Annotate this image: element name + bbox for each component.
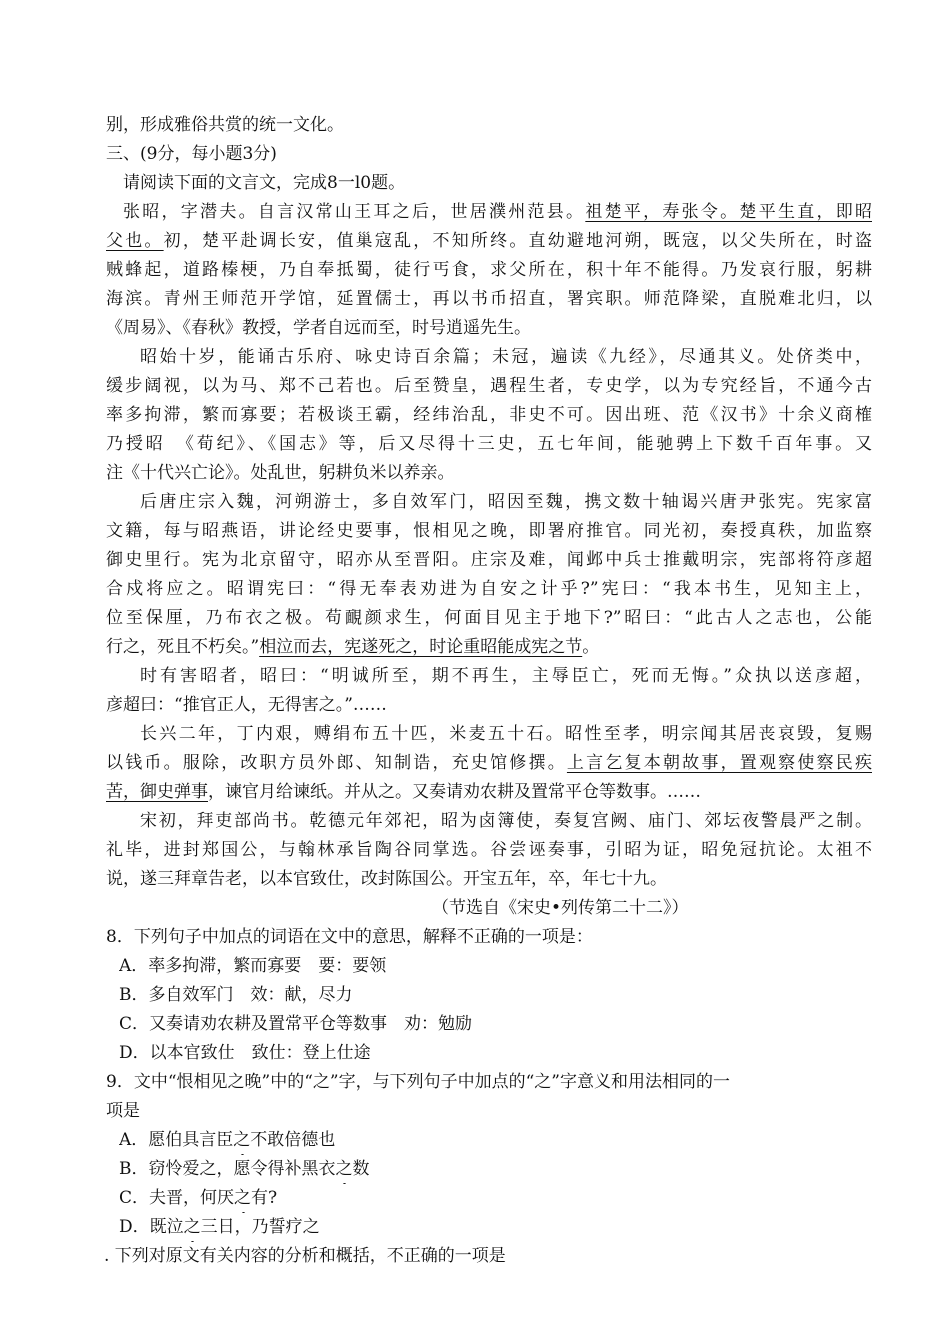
- passage-text: 以钱币。服除，改职方员外郎、知制诰，充史馆修撰。: [106, 753, 567, 773]
- passage-line: [106, 633, 872, 662]
- passage-line: 《周易》、《春秋》教授，学者自远而至，时号逍遥先生。: [106, 318, 531, 338]
- q8-option-a: A．率多拘滞，繁而寡要 要：要领: [119, 956, 387, 976]
- question-9-cont: 项是: [106, 1101, 140, 1121]
- option-text: 有?: [251, 1188, 278, 1208]
- underlined-sentence: 上言乞复本朝故事，置观察使察民疾: [566, 753, 872, 773]
- passage-line: [106, 749, 872, 778]
- passage-text: 行之，死且不朽矣。”: [106, 637, 260, 657]
- passage-line: 注《十代兴亡论》。处乱世，躬耕负米以养亲。: [106, 463, 455, 483]
- section-heading: 三、(9分，每小题3分): [106, 144, 277, 164]
- option-text: 三日，乃誓疗之: [200, 1217, 320, 1237]
- passage-line: 长兴二年，丁内艰，赙绢布五十匹，米麦五十石。昭性至孝，明宗闻其居丧哀毁，复赐: [140, 724, 872, 744]
- option-text: B．窃怜爱之，愿令得补黑衣: [119, 1159, 336, 1179]
- q8-option-b: B．多自效军门 效：献，尽力: [119, 985, 353, 1005]
- passage-line: 合戍将应之。昭谓宪曰：“得无奉表劝进为自安之计乎?”宪曰：“我本书生，见知主上，: [106, 579, 872, 599]
- underlined-sentence: 相泣而去，宪遂死之，时论重昭能成宪之节: [259, 637, 583, 657]
- dotted-char: 之: [336, 1155, 353, 1184]
- passage-line: [106, 778, 872, 807]
- question-9: 9．文中“恨相见之晚”中的“之”字，与下列句子中加点的“之”字意义和用法相同的一: [106, 1072, 730, 1092]
- passage-line: 贼蜂起，道路榛梗，乃自奉抵蜀，徒行丐食，求父所在，积十年不能得。乃发哀行服，躬耕: [106, 260, 872, 280]
- passage-text: 初，楚平赴调长安，值巢寇乱，不知所终。直幼避地河朔，既寇，以父失所在，时盗: [163, 231, 872, 251]
- passage-line: 说，遂三拜章告老，以本官致仕，改封陈国公。开宝五年，卒，年七十九。: [106, 869, 667, 889]
- q9-option-b: [119, 1155, 885, 1184]
- passage-line: 文籍，每与昭燕语，讲论经史要事，恨相见之晚，即署府推官。同光初，奏授真秩，加监察: [106, 521, 872, 541]
- option-text: C．夫晋，何厌: [119, 1188, 235, 1208]
- dotted-char: 之: [233, 1126, 250, 1155]
- q9-option-a: [119, 1126, 885, 1155]
- passage-text: ，谏官月给谏纸。并从之。又奏请劝农耕及置常平仓等数事。……: [208, 782, 701, 802]
- option-text: 不敢倍德也: [250, 1130, 336, 1150]
- passage-line: 率多拘滞，繁而寡要；若极谈王霸，经纬治乱，非史不可。因出班、范《汉书》十余义商榷: [106, 405, 872, 425]
- question-8: 8．下列句子中加点的词语在文中的意思，解释不正确的一项是：: [106, 927, 593, 947]
- passage-line: 乃授昭 《荀纪》、《国志》等，后又尽得十三史，五七年间，能驰骋上下数千百年事。又: [106, 434, 872, 454]
- passage-line: 彦超曰：“推官正人，无得害之。”……: [106, 695, 387, 715]
- question-10: . 下列对原文有关内容的分析和概括，不正确的一项是: [104, 1246, 506, 1266]
- passage-line: 缓步阔视，以为马、郑不己若也。后至赞皇，遇程生者，专史学，以为专究经旨，不通今古: [106, 376, 872, 396]
- prev-passage-end: 别，形成雅俗共赏的统一文化。: [106, 115, 344, 135]
- underlined-sentence: 苦，御史弹事: [106, 782, 208, 802]
- option-text: 数: [352, 1159, 370, 1179]
- passage-line: 昭始十岁，能诵古乐府、咏史诗百余篇；未冠，遍读《九经》，尽通其义。处侪类中，: [140, 347, 872, 367]
- passage-text: 张昭，字潜夫。自言汉常山王耳之后，世居濮州范县。: [123, 202, 586, 222]
- passage-line: 宋初，拜吏部尚书。乾德元年郊祀，昭为卤簿使，奏复宫阙、庙门、郊坛夜警晨严之制。: [140, 811, 872, 831]
- passage-line: [106, 227, 872, 256]
- passage-line: 位至保厘，乃布衣之极。苟靦颜求生，何面目见主于地下?”昭曰：“此古人之志也，公能: [106, 608, 872, 628]
- underlined-sentence: 祖楚平，寿张令。楚平生直，即昭: [585, 202, 872, 222]
- option-text: D．既泣: [119, 1217, 184, 1237]
- passage-text: 。: [582, 637, 600, 657]
- q8-option-d: D．以本官致仕 致仕：登上仕途: [119, 1043, 371, 1063]
- underlined-sentence: 父也。: [106, 231, 164, 251]
- reading-instruction: 请阅读下面的文言文，完成8一l0题。: [123, 173, 406, 193]
- passage-line: 海滨。青州王师范开学馆，延置儒士，再以书币招直，署宾职。师范降梁，直脱难北归，以: [106, 289, 872, 309]
- passage-line: 时有害昭者，昭曰：“明诚所至，期不再生，主辱臣亡，死而无悔。”众执以送彦超，: [140, 666, 872, 686]
- passage-line: 礼毕，进封郑国公，与翰林承旨陶谷同掌选。谷尝诬奏事，引昭为证，昭免冠抗论。太祖不: [106, 840, 872, 860]
- passage-line: 后唐庄宗入魏，河朔游士，多自效军门，昭因至魏，携文数十轴谒兴唐尹张宪。宪家富: [140, 492, 872, 512]
- q9-option-c: [119, 1184, 885, 1213]
- q8-option-c: C．又奏请劝农耕及置常平仓等数事 劝：勉励: [119, 1014, 473, 1034]
- dotted-char: 之: [234, 1184, 251, 1213]
- dotted-char: 之: [184, 1213, 201, 1242]
- passage-source: （节选自《宋史•列传第二十二》）: [432, 898, 689, 918]
- q9-option-d: [119, 1213, 885, 1242]
- option-text: A．愿伯具言臣: [119, 1130, 234, 1150]
- passage-line: [123, 198, 872, 227]
- passage-line: 御史里行。宪为北京留守，昭亦从至晋阳。庄宗及难，闻邺中兵士推戴明宗，宪部将符彦超: [106, 550, 872, 570]
